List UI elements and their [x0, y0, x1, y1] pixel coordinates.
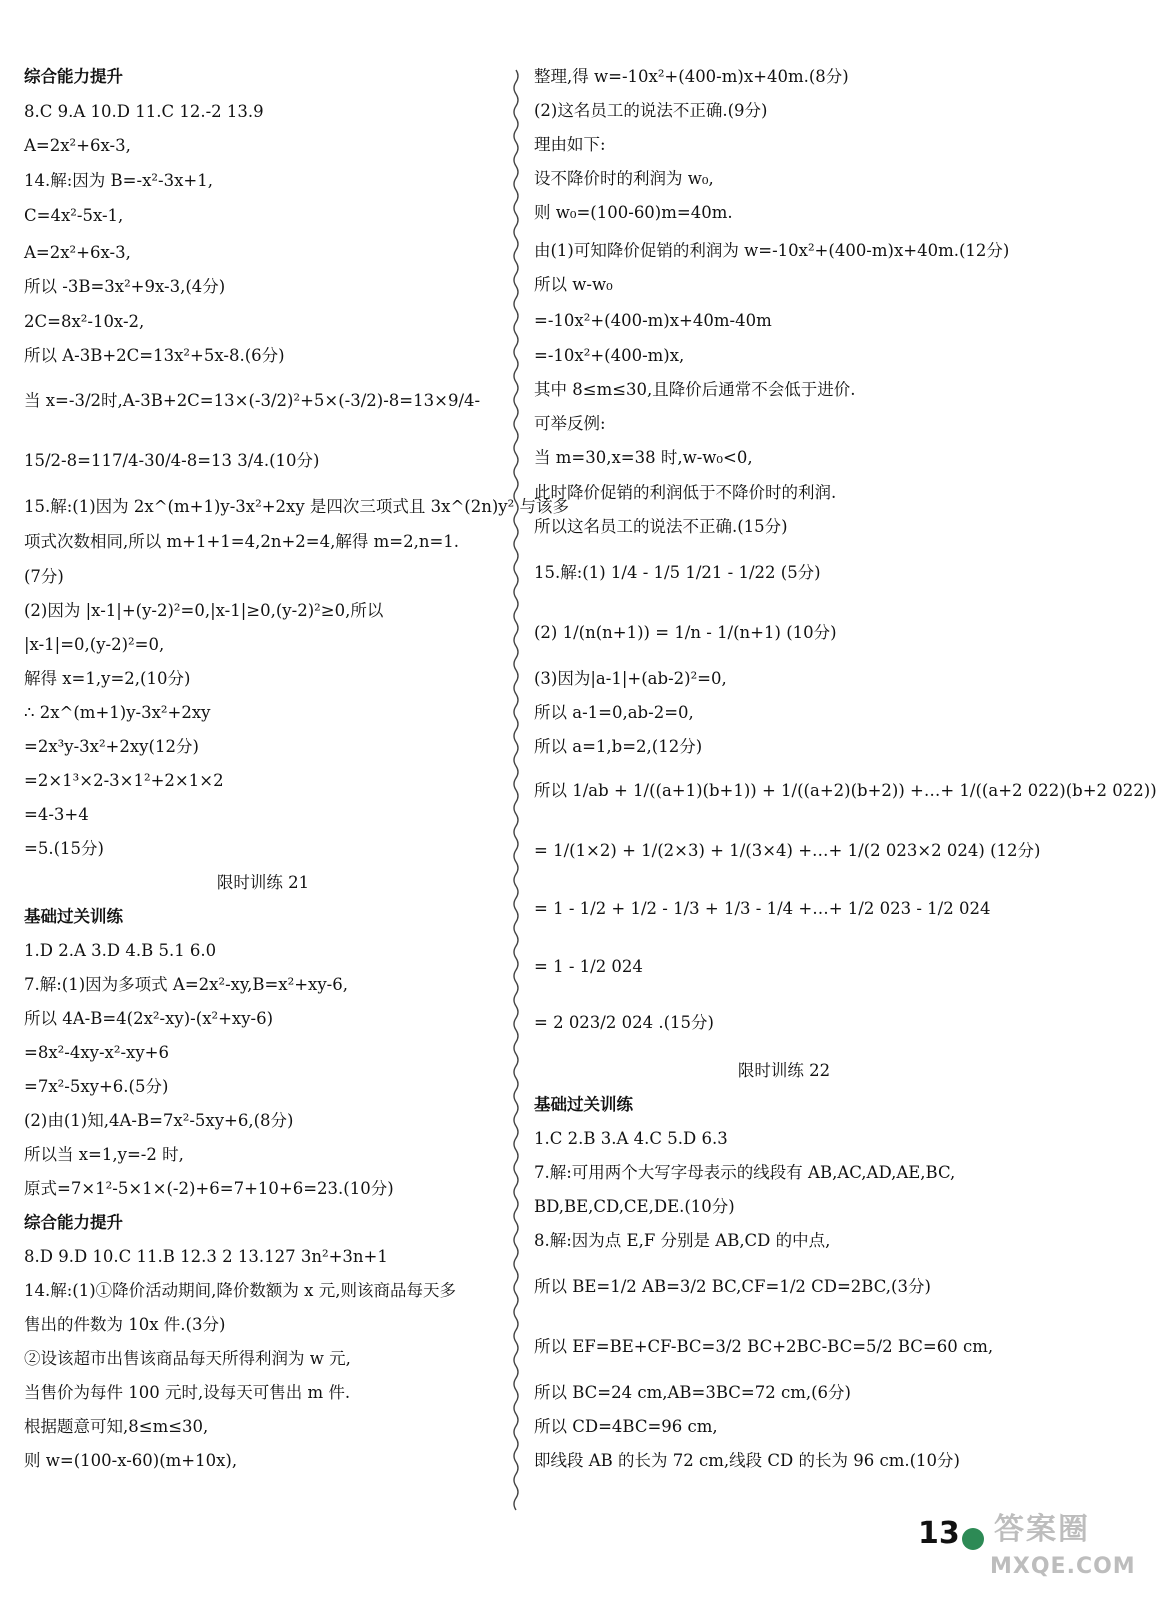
text-line: 项式次数相同,所以 m+1+1=4,2n+2=4,解得 m=2,n=1.	[24, 532, 460, 551]
text-line: 8.解:因为点 E,F 分别是 AB,CD 的中点,	[534, 1231, 831, 1250]
text-line: =4-3+4	[24, 805, 89, 824]
text-line: = 1 - 1/2 024	[534, 957, 643, 976]
text-line: A=2x²+6x-3,	[24, 136, 131, 155]
text-line: 所以 EF=BE+CF-BC=3/2 BC+2BC-BC=5/2 BC=60 cm,	[534, 1337, 994, 1356]
text-line: 15.解:(1) 1/4 - 1/5 1/21 - 1/22 (5分)	[534, 563, 821, 582]
text-line: 理由如下:	[534, 135, 606, 154]
text-line: 所以 -3B=3x²+9x-3,(4分)	[24, 277, 226, 296]
text-line: 根据题意可知,8≤m≤30,	[24, 1417, 209, 1436]
text-line: 此时降价促销的利润低于不降价时的利润.	[534, 483, 837, 502]
text-line: 所以 4A-B=4(2x²-xy)-(x²+xy-6)	[24, 1009, 274, 1028]
section-heading: 综合能力提升	[24, 1213, 123, 1232]
text-line: = 2 023/2 024 .(15分)	[534, 1013, 714, 1032]
text-line: 7.解:可用两个大写字母表示的线段有 AB,AC,AD,AE,BC,	[534, 1163, 956, 1182]
section-heading: 基础过关训练	[534, 1095, 633, 1114]
text-line: 即线段 AB 的长为 72 cm,线段 CD 的长为 96 cm.(10分)	[534, 1451, 960, 1470]
text-line: 当售价为每件 100 元时,设每天可售出 m 件.	[24, 1383, 351, 1402]
text-line: 可举反例:	[534, 414, 606, 433]
text-line: 2C=8x²-10x-2,	[24, 312, 145, 331]
text-line: =-10x²+(400-m)x,	[534, 346, 685, 365]
text-line: ②设该超市出售该商品每天所得利润为 w 元,	[24, 1349, 351, 1368]
watermark-top: 答案圈	[994, 1512, 1090, 1547]
text-line: 所以当 x=1,y=-2 时,	[24, 1145, 184, 1164]
text-line: A=2x²+6x-3,	[24, 243, 131, 262]
text-line: (7分)	[24, 567, 64, 586]
text-line: 由(1)可知降价促销的利润为 w=-10x²+(400-m)x+40m.(12分)	[534, 241, 1010, 260]
text-line: =-10x²+(400-m)x+40m-40m	[534, 311, 772, 330]
text-line: =7x²-5xy+6.(5分)	[24, 1077, 169, 1096]
text-line: 1.D 2.A 3.D 4.B 5.1 6.0	[24, 941, 217, 960]
text-line: 所以 w-w₀	[534, 275, 613, 294]
text-line: 则 w=(100-x-60)(m+10x),	[24, 1451, 238, 1470]
text-line: 14.解:(1)①降价活动期间,降价数额为 x 元,则该商品每天多	[24, 1281, 456, 1300]
text-line: 原式=7×1²-5×1×(-2)+6=7+10+6=23.(10分)	[24, 1179, 394, 1198]
text-line: =2x³y-3x²+2xy(12分)	[24, 737, 199, 756]
section-heading: 综合能力提升	[24, 67, 123, 86]
text-line: 14.解:因为 B=-x²-3x+1,	[24, 171, 213, 190]
text-line: 则 w₀=(100-60)m=40m.	[534, 203, 733, 222]
page-number: 13	[918, 1516, 960, 1551]
text-line: (2)这名员工的说法不正确.(9分)	[534, 101, 768, 120]
text-line: 当 x=-3/2时,A-3B+2C=13×(-3/2)²+5×(-3/2)-8=13×9/4-	[24, 391, 481, 410]
page-dot-icon	[962, 1528, 984, 1550]
text-line: 所以这名员工的说法不正确.(15分)	[534, 517, 788, 536]
watermark-bottom: MXQE.COM	[990, 1554, 1136, 1579]
text-line: 当 m=30,x=38 时,w-w₀<0,	[534, 448, 753, 467]
text-line: 售出的件数为 10x 件.(3分)	[24, 1315, 226, 1334]
text-line: 所以 a=1,b=2,(12分)	[534, 737, 703, 756]
text-line: 所以 a-1=0,ab-2=0,	[534, 703, 694, 722]
column-divider	[509, 70, 523, 1510]
text-line: ∴ 2x^(m+1)y-3x²+2xy	[24, 703, 211, 722]
text-line: 整理,得 w=-10x²+(400-m)x+40m.(8分)	[534, 67, 849, 86]
text-line: (2) 1/(n(n+1)) = 1/n - 1/(n+1) (10分)	[534, 623, 837, 642]
text-line: |x-1|=0,(y-2)²=0,	[24, 635, 165, 654]
text-line: 其中 8≤m≤30,且降价后通常不会低于进价.	[534, 380, 856, 399]
text-line: (3)因为|a-1|+(ab-2)²=0,	[534, 669, 727, 688]
text-line: 8.D 9.D 10.C 11.B 12.3 2 13.127 3n²+3n+1	[24, 1247, 388, 1266]
text-line: 所以 1/ab + 1/((a+1)(b+1)) + 1/((a+2)(b+2)) +…+ 1/((a+2 022)(b+2 022))	[534, 781, 1157, 800]
left-column	[24, 0, 569, 1600]
text-line: 所以 CD=4BC=96 cm,	[534, 1417, 718, 1436]
text-line: = 1/(1×2) + 1/(2×3) + 1/(3×4) +…+ 1/(2 023×2 024) (12分)	[534, 841, 1041, 860]
text-line: =2×1³×2-3×1²+2×1×2	[24, 771, 224, 790]
text-line: 所以 A-3B+2C=13x²+5x-8.(6分)	[24, 346, 285, 365]
text-line: (2)因为 |x-1|+(y-2)²=0,|x-1|≥0,(y-2)²≥0,所以	[24, 601, 384, 620]
text-line: 15/2-8=117/4-30/4-8=13 3/4.(10分)	[24, 451, 320, 470]
text-line: =5.(15分)	[24, 839, 104, 858]
text-line: (2)由(1)知,4A-B=7x²-5xy+6,(8分)	[24, 1111, 294, 1130]
text-line: 设不降价时的利润为 w₀,	[534, 169, 714, 188]
section-heading: 基础过关训练	[24, 907, 123, 926]
text-line: 解得 x=1,y=2,(10分)	[24, 669, 191, 688]
text-line: 7.解:(1)因为多项式 A=2x²-xy,B=x²+xy-6,	[24, 975, 348, 994]
text-line: 所以 BE=1/2 AB=3/2 BC,CF=1/2 CD=2BC,(3分)	[534, 1277, 931, 1296]
section-title: 限时训练 22	[737, 1061, 831, 1080]
text-line: C=4x²-5x-1,	[24, 206, 124, 225]
text-line: = 1 - 1/2 + 1/2 - 1/3 + 1/3 - 1/4 +…+ 1/2 023 - 1/2 024	[534, 899, 991, 918]
watermark-logo	[990, 1504, 1136, 1594]
text-line: BD,BE,CD,CE,DE.(10分)	[534, 1197, 735, 1216]
text-line: 8.C 9.A 10.D 11.C 12.-2 13.9	[24, 102, 264, 121]
text-line: 1.C 2.B 3.A 4.C 5.D 6.3	[534, 1129, 728, 1148]
text-line: =8x²-4xy-x²-xy+6	[24, 1043, 169, 1062]
text-line: 15.解:(1)因为 2x^(m+1)y-3x²+2xy 是四次三项式且 3x^(2n)y² 与该多	[24, 497, 569, 516]
text-line: 所以 BC=24 cm,AB=3BC=72 cm,(6分)	[534, 1383, 851, 1402]
section-title: 限时训练 21	[216, 873, 310, 892]
